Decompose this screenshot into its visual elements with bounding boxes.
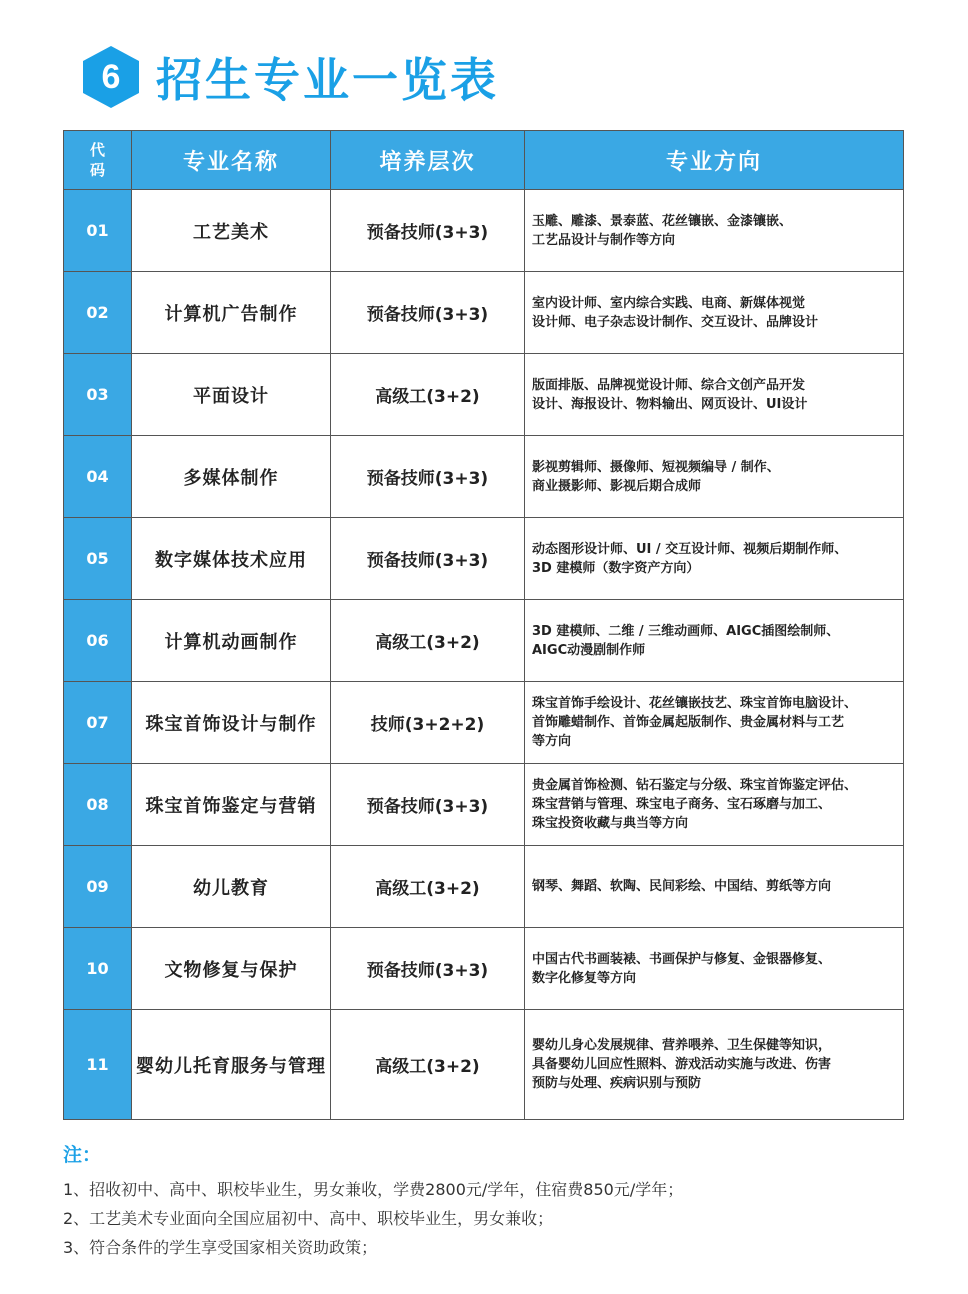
row-code: 04 — [64, 436, 132, 518]
row-direction: 中国古代书画装裱、书画保护与修复、金银器修复、 数字化修复等方向 — [525, 928, 904, 1010]
row-code: 06 — [64, 600, 132, 682]
row-direction: 影视剪辑师、摄像师、短视频编导 / 制作、 商业摄影师、影视后期合成师 — [525, 436, 904, 518]
row-direction: 版面排版、品牌视觉设计师、综合文创产品开发 设计、海报设计、物料输出、网页设计、UI设计 — [525, 354, 904, 436]
row-direction: 3D 建模师、二维 / 三维动画师、AIGC插图绘制师、 AIGC动漫剧制作师 — [525, 600, 904, 682]
row-major-name: 珠宝首饰设计与制作 — [132, 682, 331, 764]
column-header-name: 专业名称 — [132, 131, 331, 190]
row-direction: 动态图形设计师、UI / 交互设计师、视频后期制作师、 3D 建模师（数字资产方向） — [525, 518, 904, 600]
table-row — [64, 354, 904, 436]
row-level: 高级工(3+2) — [331, 354, 525, 436]
note-item: 1、招收初中、高中、职校毕业生，男女兼收，学费2800元/学年，住宿费850元/学年； — [63, 1180, 684, 1199]
row-code: 05 — [64, 518, 132, 600]
table-row — [64, 272, 904, 354]
column-header-level: 培养层次 — [331, 131, 525, 190]
row-level: 高级工(3+2) — [331, 846, 525, 928]
row-major-name: 平面设计 — [132, 354, 331, 436]
row-direction: 贵金属首饰检测、钻石鉴定与分级、珠宝首饰鉴定评估、 珠宝营销与管理、珠宝电子商务、宝石琢磨与加工、 珠宝投资收藏与典当等方向 — [525, 764, 904, 846]
row-major-name: 计算机动画制作 — [132, 600, 331, 682]
row-level: 预备技师(3+3) — [331, 272, 525, 354]
row-major-name: 计算机广告制作 — [132, 272, 331, 354]
table-row — [64, 600, 904, 682]
column-header-direction: 专业方向 — [525, 131, 904, 190]
table-row — [64, 682, 904, 764]
column-header-code — [64, 131, 132, 190]
table-row — [64, 436, 904, 518]
table-row — [64, 928, 904, 1010]
note-item: 2、工艺美术专业面向全国应届初中、高中、职校毕业生，男女兼收； — [63, 1209, 554, 1228]
row-major-name: 数字媒体技术应用 — [132, 518, 331, 600]
row-level: 预备技师(3+3) — [331, 764, 525, 846]
table-row — [64, 764, 904, 846]
code-header-label: 代 码 — [89, 141, 105, 179]
row-code: 07 — [64, 682, 132, 764]
page-title: 招生专业一览表 — [156, 53, 499, 107]
note-item: 3、符合条件的学生享受国家相关资助政策； — [63, 1238, 378, 1257]
table-row — [64, 846, 904, 928]
page-header — [80, 42, 499, 112]
row-direction: 钢琴、舞蹈、软陶、民间彩绘、中国结、剪纸等方向 — [525, 846, 904, 928]
table-header-row — [64, 131, 904, 190]
row-level: 预备技师(3+3) — [331, 436, 525, 518]
row-major-name: 婴幼儿托育服务与管理 — [132, 1010, 331, 1120]
table-row — [64, 190, 904, 272]
row-level: 预备技师(3+3) — [331, 518, 525, 600]
row-level: 技师(3+2+2) — [331, 682, 525, 764]
row-code: 01 — [64, 190, 132, 272]
row-major-name: 多媒体制作 — [132, 436, 331, 518]
row-major-name: 珠宝首饰鉴定与营销 — [132, 764, 331, 846]
row-direction: 珠宝首饰手绘设计、花丝镶嵌技艺、珠宝首饰电脑设计、 首饰雕蜡制作、首饰金属起版制作、贵金属材料与工艺 等方向 — [525, 682, 904, 764]
row-major-name: 幼儿教育 — [132, 846, 331, 928]
row-code: 08 — [64, 764, 132, 846]
table-row — [64, 518, 904, 600]
row-major-name: 文物修复与保护 — [132, 928, 331, 1010]
row-code: 02 — [64, 272, 132, 354]
section-number: 6 — [101, 57, 121, 96]
row-code: 10 — [64, 928, 132, 1010]
row-major-name: 工艺美术 — [132, 190, 331, 272]
row-level: 高级工(3+2) — [331, 600, 525, 682]
row-direction: 室内设计师、室内综合实践、电商、新媒体视觉 设计师、电子杂志设计制作、交互设计、品牌设计 — [525, 272, 904, 354]
row-direction: 玉雕、雕漆、景泰蓝、花丝镶嵌、金漆镶嵌、 工艺品设计与制作等方向 — [525, 190, 904, 272]
notes-section — [63, 1140, 923, 1262]
table-row — [64, 1010, 904, 1120]
row-level: 高级工(3+2) — [331, 1010, 525, 1120]
majors-table — [63, 130, 904, 1120]
row-code: 11 — [64, 1010, 132, 1120]
row-level: 预备技师(3+3) — [331, 190, 525, 272]
section-number-badge — [80, 44, 142, 110]
row-direction: 婴幼儿身心发展规律、营养喂养、卫生保健等知识， 具备婴幼儿回应性照料、游戏活动实施与改进、伤害 预防与处理、疾病识别与预防 — [525, 1010, 904, 1120]
row-code: 09 — [64, 846, 132, 928]
row-level: 预备技师(3+3) — [331, 928, 525, 1010]
notes-title: 注： — [63, 1144, 102, 1166]
row-code: 03 — [64, 354, 132, 436]
